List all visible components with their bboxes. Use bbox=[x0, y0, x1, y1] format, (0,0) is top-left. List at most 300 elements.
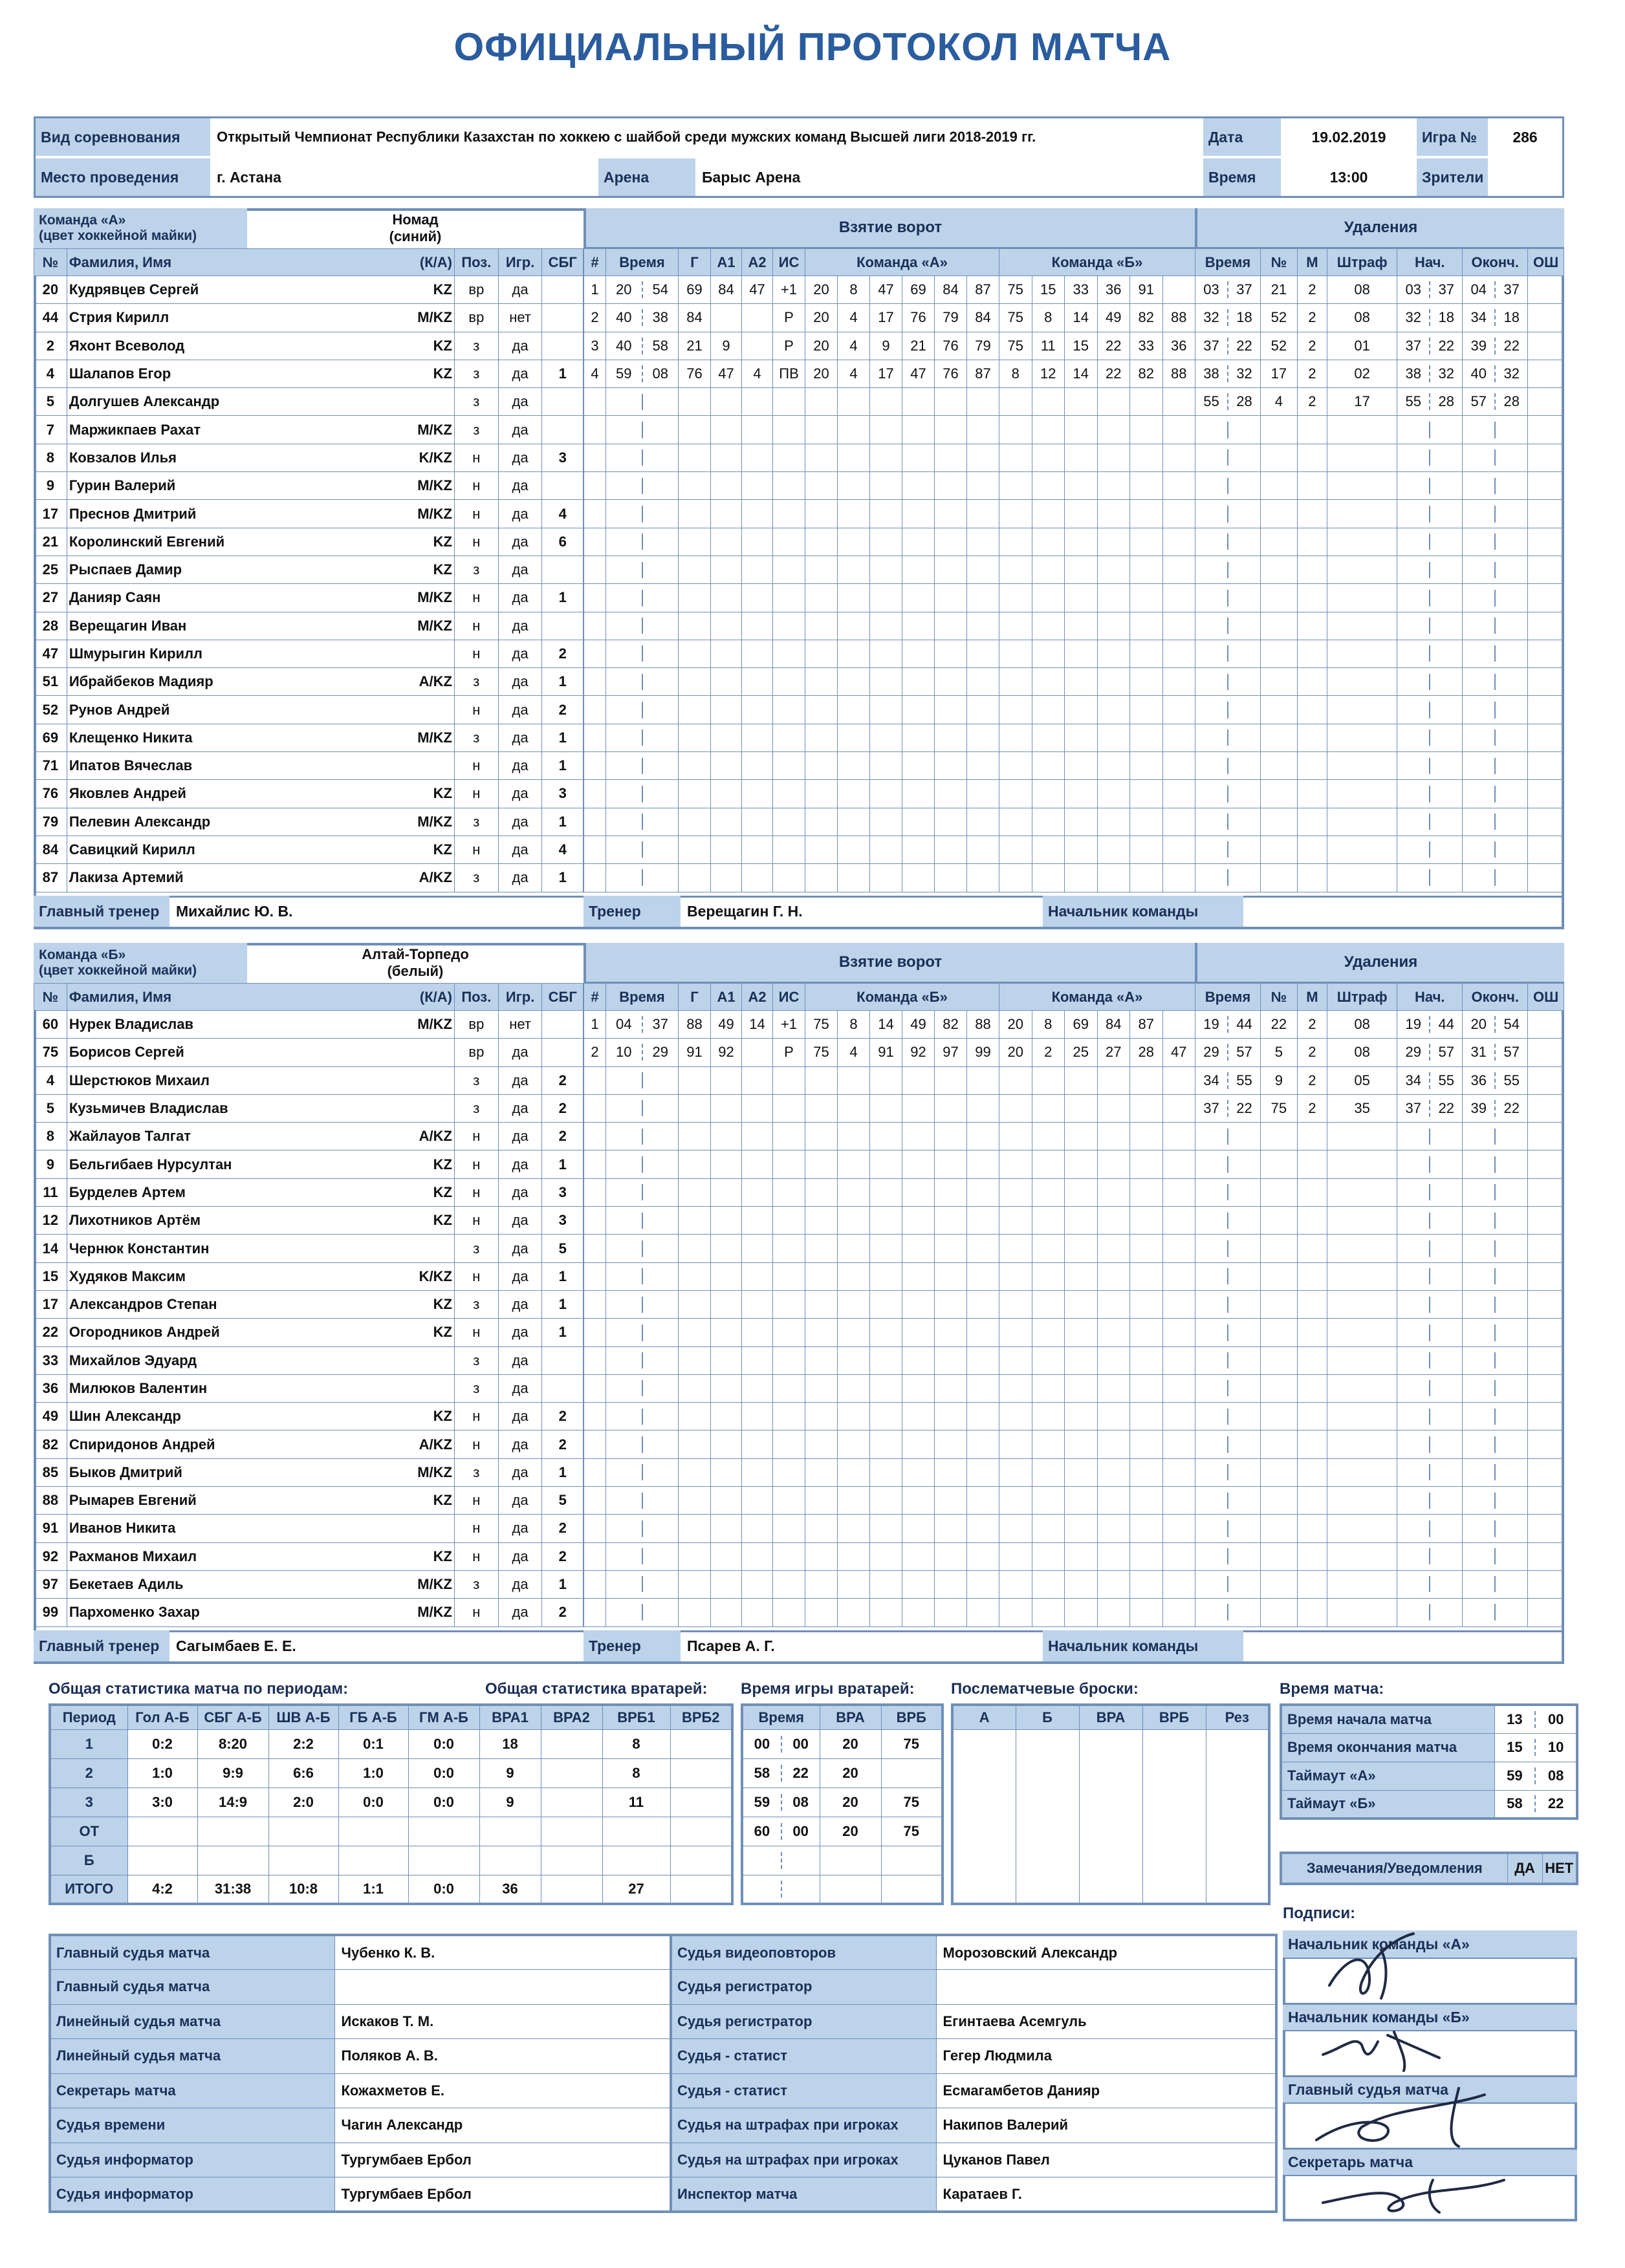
penalty-empty-cell bbox=[1195, 1374, 1261, 1402]
goal-empty-cell bbox=[1097, 780, 1130, 808]
goal-empty-cell bbox=[1162, 472, 1195, 500]
penalty-player: 75 bbox=[1261, 1094, 1298, 1122]
player-played: да bbox=[498, 416, 542, 444]
player-name-cell bbox=[67, 1039, 454, 1066]
goals-col-on-ice: Команда «Б» bbox=[805, 984, 999, 1011]
goal-empty-cell bbox=[711, 780, 742, 808]
player-citizenship: M/KZ bbox=[417, 505, 452, 522]
match-time-value bbox=[1494, 1705, 1577, 1733]
player-number: 9 bbox=[34, 1150, 67, 1178]
penalty-empty-cell bbox=[1195, 584, 1261, 612]
period-shv: 6:6 bbox=[268, 1758, 338, 1787]
goal-empty-cell bbox=[1065, 1178, 1098, 1206]
period-label: Б bbox=[50, 1846, 127, 1875]
player-citizenship: A/KZ bbox=[419, 1436, 452, 1453]
goal-row bbox=[584, 276, 1195, 304]
goal-empty-cell bbox=[1032, 1178, 1065, 1206]
player-played: да bbox=[498, 556, 542, 583]
player-shots bbox=[542, 276, 583, 304]
goal-empty-cell bbox=[584, 1431, 606, 1458]
player-shots bbox=[542, 1374, 583, 1402]
goal-row-empty bbox=[584, 1403, 1195, 1431]
time-label: Время bbox=[1203, 158, 1281, 196]
penalty-empty-cell bbox=[1463, 1262, 1528, 1290]
penalty-row-empty bbox=[1195, 444, 1564, 471]
goal-empty-cell bbox=[935, 1066, 967, 1094]
goal-empty-cell bbox=[742, 668, 773, 696]
goals-col-5: ИС bbox=[773, 249, 805, 276]
goal-empty-cell bbox=[870, 500, 902, 528]
player-shots: 2 bbox=[542, 1403, 583, 1431]
goal-row-empty bbox=[584, 1487, 1195, 1515]
penalty-empty-cell bbox=[1195, 1178, 1261, 1206]
goal-empty-cell bbox=[935, 1570, 967, 1598]
goal-empty-cell bbox=[711, 1235, 742, 1262]
player-played: да bbox=[498, 668, 542, 696]
goal-empty-cell bbox=[999, 1346, 1032, 1374]
goal-empty-cell bbox=[805, 836, 838, 863]
goal-empty-cell bbox=[1065, 584, 1098, 612]
player-name-cell bbox=[67, 752, 454, 780]
player-citizenship: KZ bbox=[433, 365, 452, 382]
penalty-empty-cell bbox=[1528, 1207, 1564, 1235]
teamB-team-label: Команда «Б» (цвет хоккейной майки) bbox=[34, 943, 247, 983]
penalty-empty-cell bbox=[1327, 584, 1397, 612]
goal-empty-cell bbox=[902, 556, 935, 583]
penalty-empty-cell bbox=[1463, 808, 1528, 836]
goal-empty-cell bbox=[1130, 1403, 1163, 1431]
goal-row-empty bbox=[584, 388, 1195, 416]
goal-empty-cell bbox=[1130, 416, 1163, 444]
penalty-empty-cell bbox=[1528, 584, 1564, 612]
goal-empty-cell bbox=[606, 1262, 679, 1290]
penalty-time-min: 38 bbox=[1195, 365, 1228, 382]
goal-empty-cell bbox=[1097, 1262, 1130, 1290]
goal-empty-cell bbox=[805, 612, 838, 640]
opp-ice-player: 2 bbox=[1032, 1039, 1065, 1066]
on-ice-player: 4 bbox=[838, 1039, 870, 1066]
goal-empty-cell bbox=[870, 388, 902, 416]
goal-empty-cell bbox=[805, 528, 838, 556]
player-shots bbox=[542, 1011, 583, 1039]
goal-empty-cell bbox=[1065, 1290, 1098, 1318]
period-vrb1: 8 bbox=[602, 1758, 670, 1787]
official-row bbox=[50, 2177, 1276, 2212]
goalie-time-row bbox=[742, 1758, 943, 1787]
penalty-empty-cell bbox=[1297, 500, 1327, 528]
player-number: 21 bbox=[34, 528, 67, 556]
penalty-empty-cell bbox=[1261, 612, 1298, 640]
penalty-start-min: 29 bbox=[1397, 1044, 1430, 1061]
penalty-empty-cell bbox=[1261, 1150, 1298, 1178]
goal-empty-cell bbox=[1065, 1542, 1098, 1570]
roster-col-name-label: Фамилия, Имя bbox=[69, 988, 172, 1005]
on-ice-player: 47 bbox=[902, 360, 935, 387]
player-shots: 1 bbox=[542, 360, 583, 387]
goal-time-sec: 38 bbox=[652, 309, 668, 326]
goal-number: 3 bbox=[584, 332, 606, 360]
goal-empty-cell bbox=[742, 1290, 773, 1318]
penalty-empty-cell bbox=[1463, 864, 1528, 892]
player-played: да bbox=[498, 584, 542, 612]
goal-empty-cell bbox=[773, 1262, 805, 1290]
goal-empty-cell bbox=[742, 612, 773, 640]
roster-col-name bbox=[67, 249, 454, 276]
goal-situation: +1 bbox=[773, 1011, 805, 1039]
head-coach-label: Главный тренер bbox=[34, 896, 169, 927]
goal-empty-cell bbox=[773, 780, 805, 808]
goal-empty-cell bbox=[967, 668, 999, 696]
opp-ice-player: 36 bbox=[1162, 332, 1195, 360]
player-name-cell bbox=[67, 1487, 454, 1515]
goalie-a: 20 bbox=[820, 1758, 881, 1787]
goal-empty-cell bbox=[967, 1178, 999, 1206]
player-name: Ибрайбеков Мадияр bbox=[69, 673, 213, 690]
official-name: Тургумбаев Ербол bbox=[334, 2177, 671, 2212]
player-name-cell bbox=[67, 1262, 454, 1290]
official-role: Судья на штрафах при игроках bbox=[671, 2108, 936, 2143]
handwritten-signature bbox=[1291, 2069, 1562, 2153]
table-row bbox=[34, 276, 583, 304]
shootout-cell bbox=[952, 1729, 1016, 1904]
player-shots: 6 bbox=[542, 528, 583, 556]
player-name: Огородников Андрей bbox=[69, 1324, 220, 1341]
goal-empty-cell bbox=[902, 1599, 935, 1626]
player-shots: 1 bbox=[542, 584, 583, 612]
goal-row-empty bbox=[584, 836, 1195, 863]
goal-empty-cell bbox=[742, 836, 773, 863]
player-played: да bbox=[498, 1374, 542, 1402]
penalty-empty-cell bbox=[1297, 836, 1327, 863]
player-number: 4 bbox=[34, 1066, 67, 1094]
penalty-empty-cell bbox=[1195, 836, 1261, 863]
player-number: 33 bbox=[34, 1346, 67, 1374]
arena-value: Барыс Арена bbox=[702, 168, 801, 186]
penalty-empty-cell bbox=[1528, 1515, 1564, 1542]
player-played: да bbox=[498, 1094, 542, 1122]
player-name: Шмурыгин Кирилл bbox=[69, 645, 203, 662]
player-name: Шерстюков Михаил bbox=[69, 1072, 210, 1088]
penalty-row bbox=[1195, 276, 1564, 304]
player-shots: 2 bbox=[542, 1066, 583, 1094]
player-position: н bbox=[454, 836, 498, 863]
player-number: 82 bbox=[34, 1431, 67, 1458]
goal-empty-cell bbox=[805, 696, 838, 724]
goal-empty-cell bbox=[1065, 668, 1098, 696]
player-number: 2 bbox=[34, 332, 67, 360]
goal-empty-cell bbox=[773, 500, 805, 528]
goalie-time-row bbox=[742, 1787, 943, 1817]
player-position: н bbox=[454, 1403, 498, 1431]
penalty-empty-cell bbox=[1195, 1207, 1261, 1235]
goal-empty-cell bbox=[838, 864, 870, 892]
goal-empty-cell bbox=[999, 1570, 1032, 1598]
goal-empty-cell bbox=[1065, 724, 1098, 751]
goal-empty-cell bbox=[773, 1290, 805, 1318]
penalty-time-min: 32 bbox=[1195, 309, 1228, 326]
penalty-empty-cell bbox=[1327, 640, 1397, 667]
goal-empty-cell bbox=[805, 864, 838, 892]
remarks-no: НЕТ bbox=[1542, 1853, 1577, 1884]
penalty-start-sec: 57 bbox=[1438, 1044, 1455, 1061]
goal-empty-cell bbox=[999, 1374, 1032, 1402]
period-gm bbox=[408, 1846, 479, 1875]
goal-empty-cell bbox=[773, 1178, 805, 1206]
period-gm bbox=[408, 1817, 479, 1846]
goal-empty-cell bbox=[999, 1150, 1032, 1178]
player-number: 36 bbox=[34, 1374, 67, 1402]
goal-empty-cell bbox=[1130, 472, 1163, 500]
goal-empty-cell bbox=[999, 388, 1032, 416]
goal-empty-cell bbox=[679, 1431, 711, 1458]
penalty-time-sec: 37 bbox=[1236, 281, 1252, 298]
penalty-empty-cell bbox=[1463, 1207, 1528, 1235]
penalty-empty-cell bbox=[1528, 528, 1564, 556]
player-name-cell bbox=[67, 640, 454, 667]
penalty-empty-cell bbox=[1261, 864, 1298, 892]
goal-assist-2 bbox=[742, 332, 773, 360]
table-row bbox=[34, 1207, 583, 1235]
goal-empty-cell bbox=[773, 472, 805, 500]
penalty-empty-cell bbox=[1397, 1374, 1463, 1402]
goal-empty-cell bbox=[1097, 1235, 1130, 1262]
goal-empty-cell bbox=[1065, 612, 1098, 640]
penalty-row-empty bbox=[1195, 528, 1564, 556]
opp-ice-player: 8 bbox=[999, 360, 1032, 387]
goal-empty-cell bbox=[1065, 1094, 1098, 1122]
penalty-end-sec: 18 bbox=[1503, 309, 1520, 326]
goal-empty-cell bbox=[902, 1235, 935, 1262]
player-number: 15 bbox=[34, 1262, 67, 1290]
penalty-empty-cell bbox=[1195, 1542, 1261, 1570]
player-shots: 1 bbox=[542, 1150, 583, 1178]
goalie-a: 20 bbox=[820, 1729, 881, 1758]
goal-empty-cell bbox=[606, 1066, 679, 1094]
penalty-player: 17 bbox=[1261, 360, 1298, 387]
penalty-player: 5 bbox=[1261, 1039, 1298, 1066]
goal-empty-cell bbox=[1097, 1346, 1130, 1374]
goal-empty-cell bbox=[679, 1319, 711, 1346]
goal-time-min: 10 bbox=[606, 1044, 643, 1061]
goal-empty-cell bbox=[999, 1290, 1032, 1318]
official-name: Морозовский Александр bbox=[936, 1935, 1276, 1970]
goalie-time-row bbox=[742, 1817, 943, 1846]
penalty-empty-cell bbox=[1297, 1570, 1327, 1598]
goal-empty-cell bbox=[773, 1403, 805, 1431]
goal-empty-cell bbox=[1162, 1235, 1195, 1262]
table-row bbox=[34, 808, 583, 836]
penalty-start bbox=[1397, 304, 1463, 332]
goal-empty-cell bbox=[584, 696, 606, 724]
penalty-time-sec: 22 bbox=[1236, 1100, 1252, 1117]
opp-ice-player: 33 bbox=[1065, 276, 1098, 304]
goal-row-empty bbox=[584, 696, 1195, 724]
goal-empty-cell bbox=[584, 864, 606, 892]
goal-empty-cell bbox=[1065, 1262, 1098, 1290]
period-vra1: 9 bbox=[479, 1787, 541, 1817]
player-name-cell bbox=[67, 1178, 454, 1206]
player-name: Михайлов Эдуард bbox=[69, 1352, 197, 1368]
period-gol: 0:2 bbox=[127, 1729, 197, 1758]
goal-empty-cell bbox=[773, 724, 805, 751]
penalty-row bbox=[1195, 1066, 1564, 1094]
player-position: н bbox=[454, 584, 498, 612]
goal-empty-cell bbox=[902, 1207, 935, 1235]
goal-empty-cell bbox=[902, 612, 935, 640]
goal-empty-cell bbox=[742, 1431, 773, 1458]
player-played: да bbox=[498, 724, 542, 751]
player-shots: 1 bbox=[542, 1570, 583, 1598]
player-name-cell bbox=[67, 668, 454, 696]
goal-empty-cell bbox=[1065, 1066, 1098, 1094]
goal-empty-cell bbox=[902, 836, 935, 863]
goals-col-1: Время bbox=[606, 984, 679, 1011]
opp-ice-player: 87 bbox=[1130, 1011, 1163, 1039]
penalty-empty-cell bbox=[1261, 584, 1298, 612]
player-played: да bbox=[498, 836, 542, 863]
goal-empty-cell bbox=[870, 1094, 902, 1122]
goal-empty-cell bbox=[870, 1178, 902, 1206]
period-vra1 bbox=[479, 1846, 541, 1875]
goal-row-empty bbox=[584, 1207, 1195, 1235]
goal-situation: Р bbox=[773, 332, 805, 360]
goal-empty-cell bbox=[805, 724, 838, 751]
player-name-cell bbox=[67, 276, 454, 304]
roster-col-shots: СБГ bbox=[542, 249, 583, 276]
opp-ice-player: 22 bbox=[1097, 332, 1130, 360]
player-name: Иванов Никита bbox=[69, 1520, 176, 1537]
player-played: да bbox=[498, 1458, 542, 1486]
player-shots: 1 bbox=[542, 668, 583, 696]
goal-empty-cell bbox=[967, 1599, 999, 1626]
goal-empty-cell bbox=[773, 836, 805, 863]
player-name-cell bbox=[67, 1319, 454, 1346]
penalty-empty-cell bbox=[1327, 1431, 1397, 1458]
goal-empty-cell bbox=[805, 472, 838, 500]
player-name: Шин Александр bbox=[69, 1408, 181, 1425]
goal-empty-cell bbox=[679, 1123, 711, 1150]
official-name: Тургумбаев Ербол bbox=[334, 2143, 671, 2177]
penalty-empty-cell bbox=[1195, 668, 1261, 696]
goal-empty-cell bbox=[679, 1150, 711, 1178]
goal-time-min: 20 bbox=[606, 281, 643, 298]
penalty-row-empty bbox=[1195, 584, 1564, 612]
player-played: да bbox=[498, 696, 542, 724]
penalty-row-empty bbox=[1195, 556, 1564, 583]
player-name-cell bbox=[67, 696, 454, 724]
goal-empty-cell bbox=[1032, 612, 1065, 640]
goalie-time-min bbox=[743, 1852, 782, 1869]
penalty-empty-cell bbox=[1297, 1207, 1327, 1235]
goal-empty-cell bbox=[1097, 1207, 1130, 1235]
penalty-start bbox=[1397, 388, 1463, 416]
opp-ice-player: 82 bbox=[1130, 360, 1163, 387]
penalty-empty-cell bbox=[1463, 1150, 1528, 1178]
penalty-start-sec: 28 bbox=[1438, 393, 1455, 410]
opp-ice-player: 20 bbox=[999, 1039, 1032, 1066]
player-position: вр bbox=[454, 304, 498, 332]
goal-time bbox=[606, 1011, 679, 1039]
shootout-col-4: Рез bbox=[1206, 1705, 1269, 1729]
goal-empty-cell bbox=[1065, 1374, 1098, 1402]
goal-empty-cell bbox=[711, 444, 742, 471]
player-citizenship: M/KZ bbox=[417, 729, 452, 746]
penalty-minutes: 2 bbox=[1297, 360, 1327, 387]
goal-row-empty bbox=[584, 864, 1195, 892]
player-shots: 1 bbox=[542, 1262, 583, 1290]
penalty-start bbox=[1397, 1094, 1463, 1122]
goal-empty-cell bbox=[606, 668, 679, 696]
team-manager-name bbox=[1243, 896, 1564, 927]
goal-empty-cell bbox=[870, 584, 902, 612]
player-shots: 1 bbox=[542, 864, 583, 892]
goal-empty-cell bbox=[1032, 808, 1065, 836]
penalty-empty-cell bbox=[1297, 808, 1327, 836]
penalty-row-empty bbox=[1195, 1570, 1564, 1598]
period-shv bbox=[268, 1846, 338, 1875]
goal-empty-cell bbox=[773, 752, 805, 780]
player-shots: 1 bbox=[542, 1458, 583, 1486]
handwritten-signature bbox=[1291, 1924, 1562, 2008]
goalie-time-sec bbox=[782, 1852, 820, 1869]
goal-empty-cell bbox=[1162, 1290, 1195, 1318]
goals-col-4: А2 bbox=[742, 249, 773, 276]
player-name: Рунов Андрей bbox=[69, 701, 170, 718]
goal-empty-cell bbox=[1065, 444, 1098, 471]
goal-empty-cell bbox=[711, 1458, 742, 1486]
player-position: з bbox=[454, 556, 498, 583]
goal-empty-cell bbox=[1065, 1235, 1098, 1262]
goal-scorer: 84 bbox=[679, 304, 711, 332]
table-row bbox=[34, 668, 583, 696]
goal-empty-cell bbox=[606, 724, 679, 751]
goal-empty-cell bbox=[838, 388, 870, 416]
on-ice-player: 87 bbox=[967, 360, 999, 387]
goal-empty-cell bbox=[967, 1094, 999, 1122]
period-gol: 1:0 bbox=[127, 1758, 197, 1787]
period-vrb2 bbox=[670, 1846, 732, 1875]
goal-assist-2: 14 bbox=[742, 1011, 773, 1039]
goal-empty-cell bbox=[1097, 1542, 1130, 1570]
penalty-empty-cell bbox=[1528, 1290, 1564, 1318]
goal-empty-cell bbox=[838, 1290, 870, 1318]
table-row bbox=[34, 1403, 583, 1431]
period-vra1: 36 bbox=[479, 1875, 541, 1904]
table-row bbox=[34, 388, 583, 416]
penalty-empty-cell bbox=[1463, 1403, 1528, 1431]
goal-empty-cell bbox=[870, 1346, 902, 1374]
signature-label: Начальник команды «Б» bbox=[1283, 2003, 1577, 2031]
goal-empty-cell bbox=[1065, 1319, 1098, 1346]
table-row bbox=[34, 780, 583, 808]
opp-ice-player: 14 bbox=[1065, 304, 1098, 332]
goal-empty-cell bbox=[805, 1431, 838, 1458]
goal-empty-cell bbox=[805, 640, 838, 667]
goal-empty-cell bbox=[742, 780, 773, 808]
penalty-empty-cell bbox=[1195, 1262, 1261, 1290]
goal-empty-cell bbox=[935, 528, 967, 556]
penalty-empty-cell bbox=[1528, 1403, 1564, 1431]
goal-empty-cell bbox=[935, 752, 967, 780]
goal-empty-cell bbox=[1130, 780, 1163, 808]
goalie-stats-title: Общая статистика вратарей: bbox=[485, 1680, 708, 1698]
table-row bbox=[34, 696, 583, 724]
penalty-empty-cell bbox=[1463, 1123, 1528, 1150]
player-citizenship: KZ bbox=[433, 1296, 452, 1313]
goal-empty-cell bbox=[805, 1542, 838, 1570]
goal-row-empty bbox=[584, 528, 1195, 556]
player-name: Чернюк Константин bbox=[69, 1240, 210, 1257]
